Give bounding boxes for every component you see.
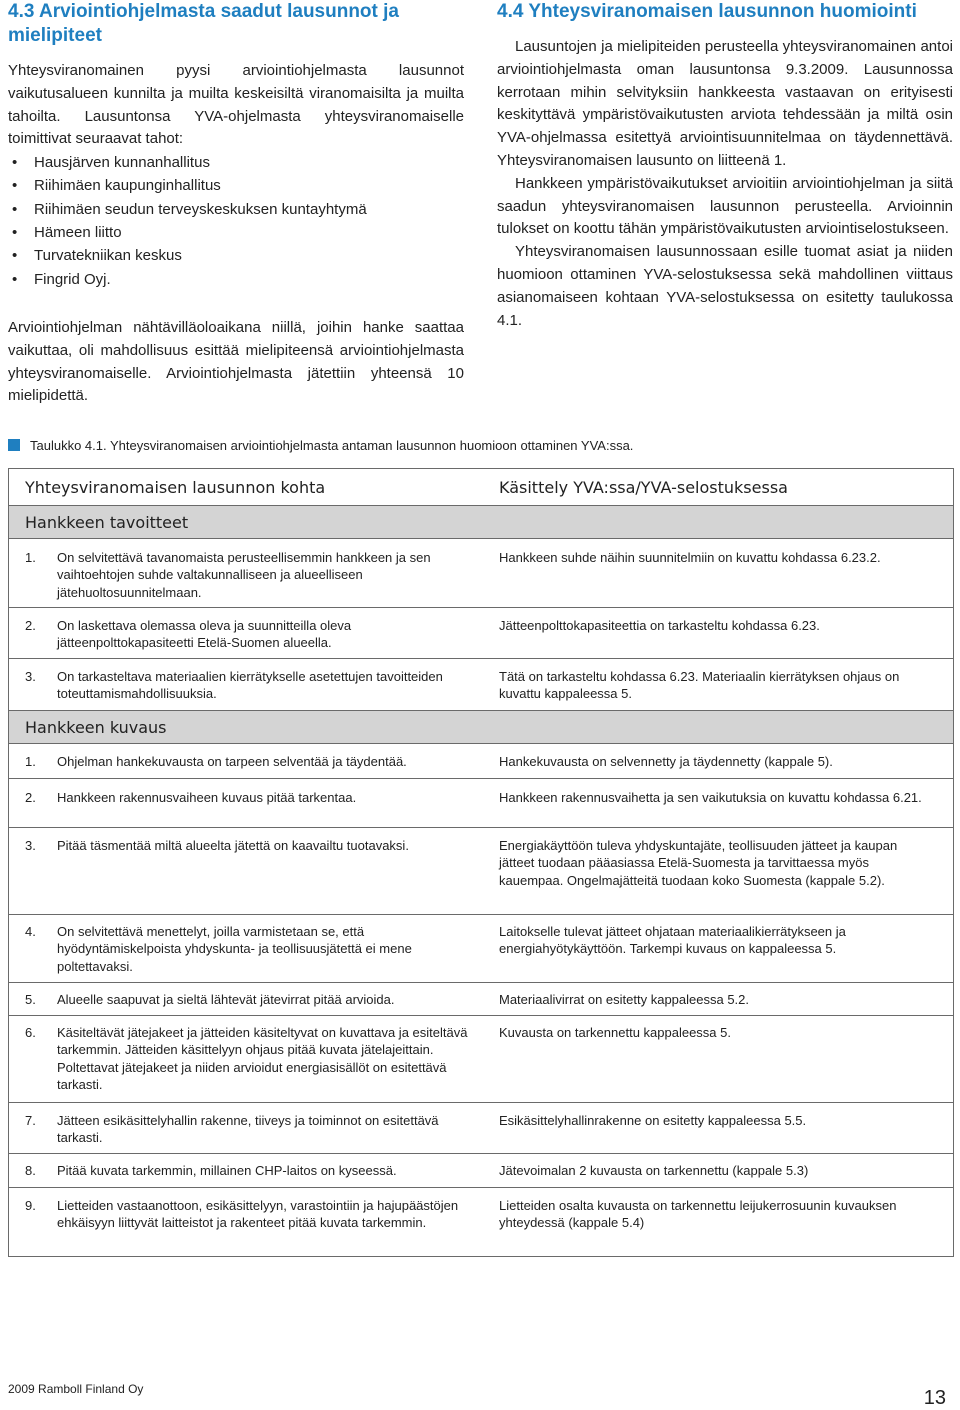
section-description: Hankkeen kuvaus [9, 711, 953, 744]
table-row: 6. Käsiteltävät jätejakeet ja jätteiden käsiteltyvat on kuvattava ja esiteltävä tarkemmin. Jätteiden käsittelyyn ohjaus pitää kuvata jätelajeittain. Poltettavat jätejakeet ja niiden arvioidut energiasisällöt on esitettävä tarkasti. Kuvausta on tarkennettu kappaleessa 5. [9, 1016, 953, 1103]
right-column [497, 0, 953, 332]
opinions-paragraph: Arviointiohjelman nähtävilläoloaikana niillä, joihin hanke saattaa vaikuttaa, oli mahdollisuus esittää mielipiteensä arviointiohjelmasta yhteysviranomaiselle. Arviointiohjelmasta jätettiin yhteensä 10 mielipidettä. [8, 318, 464, 405]
section-heading-4-4: 4.4 Yhteysviranomaisen lausunnon huomiointi [497, 1, 917, 22]
list-item: • Hämeen liitto [8, 221, 464, 244]
bullet-list [8, 151, 464, 291]
table-row: 9. Lietteiden vastaanottoon, esikäsittelyyn, varastointiin ja hajupäästöjen ehkäisyyn liittyvät laitteistot ja rakenteet pitää kuvata tarkemmin. Lietteiden osalta kuvausta on tarkennettu leijukerrosuunin kuvauksen yhteydessä (kappale 5.4) [9, 1188, 953, 1257]
list-item: • Fingrid Oyj. [8, 268, 464, 291]
table-row: 5. Alueelle saapuvat ja sieltä lähtevät jätevirrat pitää arvioida. Materiaalivirrat on esitetty kappaleessa 5.2. [9, 983, 953, 1016]
table-header [9, 469, 953, 506]
table-row: 2. Hankkeen rakennusvaiheen kuvaus pitää tarkentaa. Hankkeen rakennusvaihetta ja sen vaikutuksia on kuvattu kohdassa 6.21. [9, 779, 953, 828]
table-row: 3. On tarkasteltava materiaalien kierrätykselle asetettujen tavoitteiden toteuttamismahdollisuuksia. Tätä on tarkasteltu kohdassa 6.23. Materiaalin kierrätyksen ohjaus on kuvattu kappaleessa 5. [9, 659, 953, 711]
table-row: 1. On selvitettävä tavanomaista perusteellisemmin hankkeen ja sen vaihtoehtojen suhde valtakunnalliseen ja alueelliseen jätehuoltosuunnitelmaan. Hankkeen suhde näihin suunnitelmiin on kuvattu kohdassa 6.23.2. [9, 539, 953, 608]
table-row: 8. Pitää kuvata tarkemmin, millainen CHP-laitos on kyseessä. Jätevoimalan 2 kuvausta on tarkennettu (kappale 5.3) [9, 1154, 953, 1188]
list-item: • Turvatekniikan keskus [8, 244, 464, 267]
table-caption: Taulukko 4.1. Yhteysviranomaisen arviointiohjelmasta antaman lausunnon huomioon ottaminen YVA:ssa. [8, 437, 952, 455]
list-item: • Hausjärven kunnanhallitus [8, 151, 464, 174]
header-statement-item: Yhteysviranomaisen lausunnon kohta [25, 478, 326, 497]
square-bullet-icon [8, 439, 20, 451]
left-column [8, 0, 464, 408]
header-handling: Käsittely YVA:ssa/YVA-selostuksessa [499, 478, 788, 497]
footer-copyright: 2009 Ramboll Finland Oy [8, 1382, 144, 1396]
intro-paragraph: Yhteysviranomainen pyysi arviointiohjelmasta lausunnot vaikutusalueen kunnilta ja muilta keskeisiltä viranomaisilta ja muilta tahoilta. Lausuntonsa YVA-ohjelmasta yhteysviranomaiselle toimittivat seuraavat tahot: [8, 62, 464, 148]
table-row: 3. Pitää täsmentää miltä alueelta jätettä on kaavailtu tuotavaksi. Energiakäyttöön tuleva yhdyskuntajäte, teollisuuden jätteet ja kaupan jätteet tuodaan pääasiassa Etelä-Suomesta ja tarvittaessa myös kauempaa. Ongelmajätteitä tuodaan koko Suomesta (kappale 5.2). [9, 828, 953, 915]
section-heading-4-3: 4.3 Arviointiohjelmasta saadut lausunnot ja mielipiteet [8, 1, 399, 46]
list-item: • Riihimäen kaupunginhallitus [8, 174, 464, 197]
table-row: 2. On laskettava olemassa oleva ja suunnitteilla oleva jätteenpolttokapasiteetti Etelä-Suomen alueella. Jätteenpolttokapasiteettia on tarkasteltu kohdassa 6.23. [9, 608, 953, 659]
paragraph-table-reference: Yhteysviranomaisen lausunnossaan esille tuomat asiat ja niiden huomioon ottaminen YVA-selostuksessa sekä mahdollinen viittaus asianomaiseen kohtaan YVA-selostuksessa on esitetty taulukossa 4.1. [497, 243, 953, 329]
table-row: 4. On selvitettävä menettelyt, joilla varmistetaan se, että hyödyntämiskelpoista yhdyskunta- ja teollisuusjätettä ei mene poltettavaksi. Laitokselle tulevat jätteet ohjataan materiaalikierrätykseen ja energiahyötykäyttöön. Tarkempi kuvaus on kappaleessa 5. [9, 915, 953, 983]
paragraph-assessment: Hankkeen ympäristövaikutukset arvioitiin arviointiohjelman ja siitä saadun yhteysviranomaisen lausunnon perusteella. Arvioinnin tulokset on koottu tähän ympäristövaikutusten arviointiselostukseen. [497, 174, 953, 238]
table-row: 1. Ohjelman hankekuvausta on tarpeen selventää ja täydentää. Hankekuvausta on selvennetty ja täydennetty (kappale 5). [9, 744, 953, 779]
page-number: 13 [923, 1387, 946, 1409]
list-item: • Riihimäen seudun terveyskeskuksen kuntayhtymä [8, 198, 464, 221]
section-goals: Hankkeen tavoitteet [9, 506, 953, 539]
table-row: 7. Jätteen esikäsittelyhallin rakenne, tiiveys ja toiminnot on esitettävä tarkasti. Esikäsittelyhallinrakenne on esitetty kappaleessa 5.5. [9, 1103, 953, 1154]
paragraph-statement: Lausuntojen ja mielipiteiden perusteella yhteysviranomainen antoi arviointiohjelmasta oman lausuntonsa 9.3.2009. Lausunnossa kerrotaan mihin selvityksiin hankkeesta vastaavan on erityisesti keskityttävä ympäristövaikutusten arviota tehdessään ja miltä osin YVA-ohjelmassa esitettyä arviointisuunnitelmaa on täydennettävä. Yhteysviranomaisen lausunto on liitteenä 1. [497, 38, 953, 169]
statement-table [8, 468, 954, 1257]
